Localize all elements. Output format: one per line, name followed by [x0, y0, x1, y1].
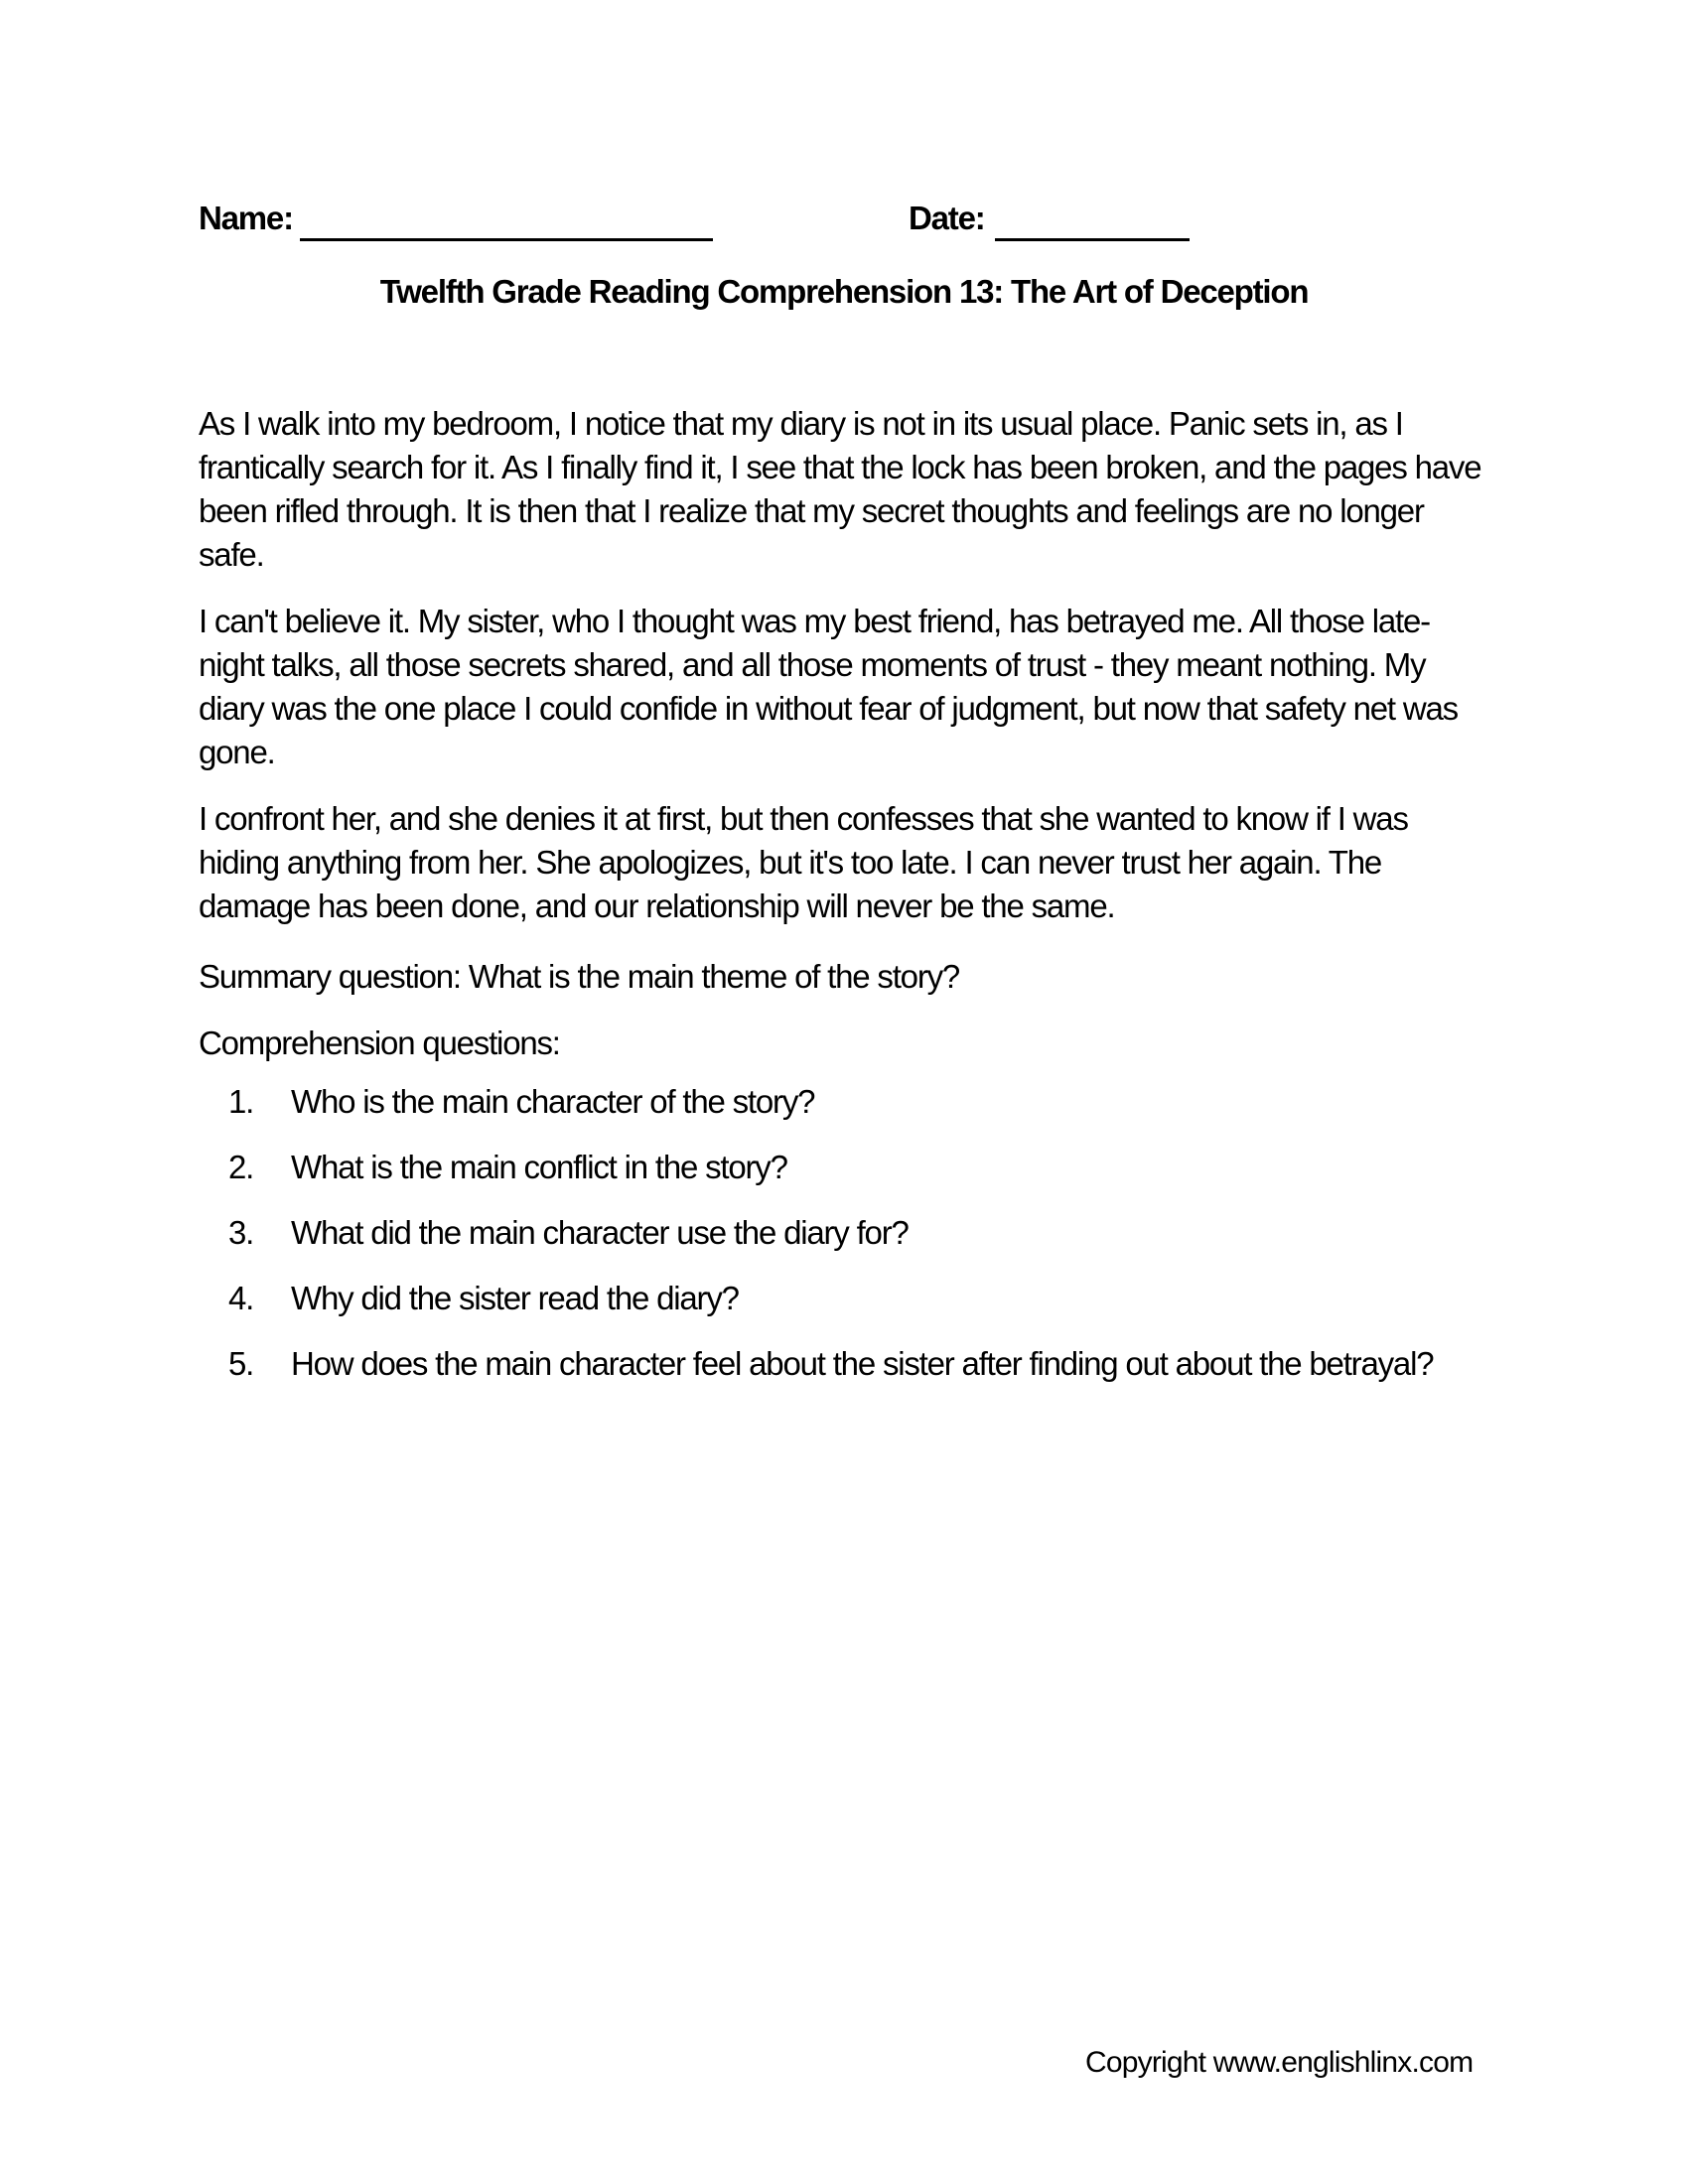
date-label: Date:: [909, 200, 985, 236]
question-text: Why did the sister read the diary?: [291, 1280, 739, 1316]
question-item: [199, 1277, 1494, 1320]
question-item: [199, 1080, 1494, 1124]
question-item: [199, 1342, 1494, 1386]
question-number: 5.: [228, 1345, 254, 1382]
name-blank-line: [300, 201, 713, 241]
question-text: Who is the main character of the story?: [291, 1083, 815, 1120]
page-title: Twelfth Grade Reading Comprehension 13: The Art of Deception: [379, 273, 1309, 310]
name-label: Name:: [199, 200, 293, 236]
story-paragraph-1: As I walk into my bedroom, I notice that my diary is not in its usual place. Panic sets in, as I frantically search for it. As I finally find it, I see that the lock has been broken, and the pages have been rifled through. It is then that I realize that my secret thoughts and feelings are no longer safe.: [199, 405, 1481, 573]
copyright-text: Copyright www.englishlinx.com: [1085, 2046, 1474, 2079]
question-item: [199, 1146, 1494, 1189]
question-text: What is the main conflict in the story?: [291, 1149, 787, 1185]
question-number: 2.: [228, 1149, 254, 1185]
question-number: 3.: [228, 1214, 254, 1251]
question-number: 4.: [228, 1280, 254, 1316]
question-number: 1.: [228, 1083, 254, 1120]
question-list: [199, 1080, 1494, 1408]
comprehension-heading: Comprehension questions:: [199, 1024, 560, 1061]
date-blank-line: [995, 201, 1190, 241]
story-paragraph-3: I confront her, and she denies it at first, but then confesses that she wanted to know if I was hiding anything from her. She apologizes, but it's too late. I can never trust her again. The damage has been done, and our relationship will never be the same.: [199, 800, 1408, 924]
question-item: [199, 1211, 1494, 1255]
question-text: What did the main character use the diary for?: [291, 1214, 909, 1251]
question-text: How does the main character feel about the sister after finding out about the betrayal?: [291, 1345, 1434, 1382]
story-paragraph-2: I can't believe it. My sister, who I thought was my best friend, has betrayed me. All those late-night talks, all those secrets shared, and all those moments of trust - they meant nothing. My diary was the one place I could confide in without fear of judgment, but now that safety net was gone.: [199, 603, 1458, 770]
summary-question: Summary question: What is the main theme of the story?: [199, 958, 960, 995]
